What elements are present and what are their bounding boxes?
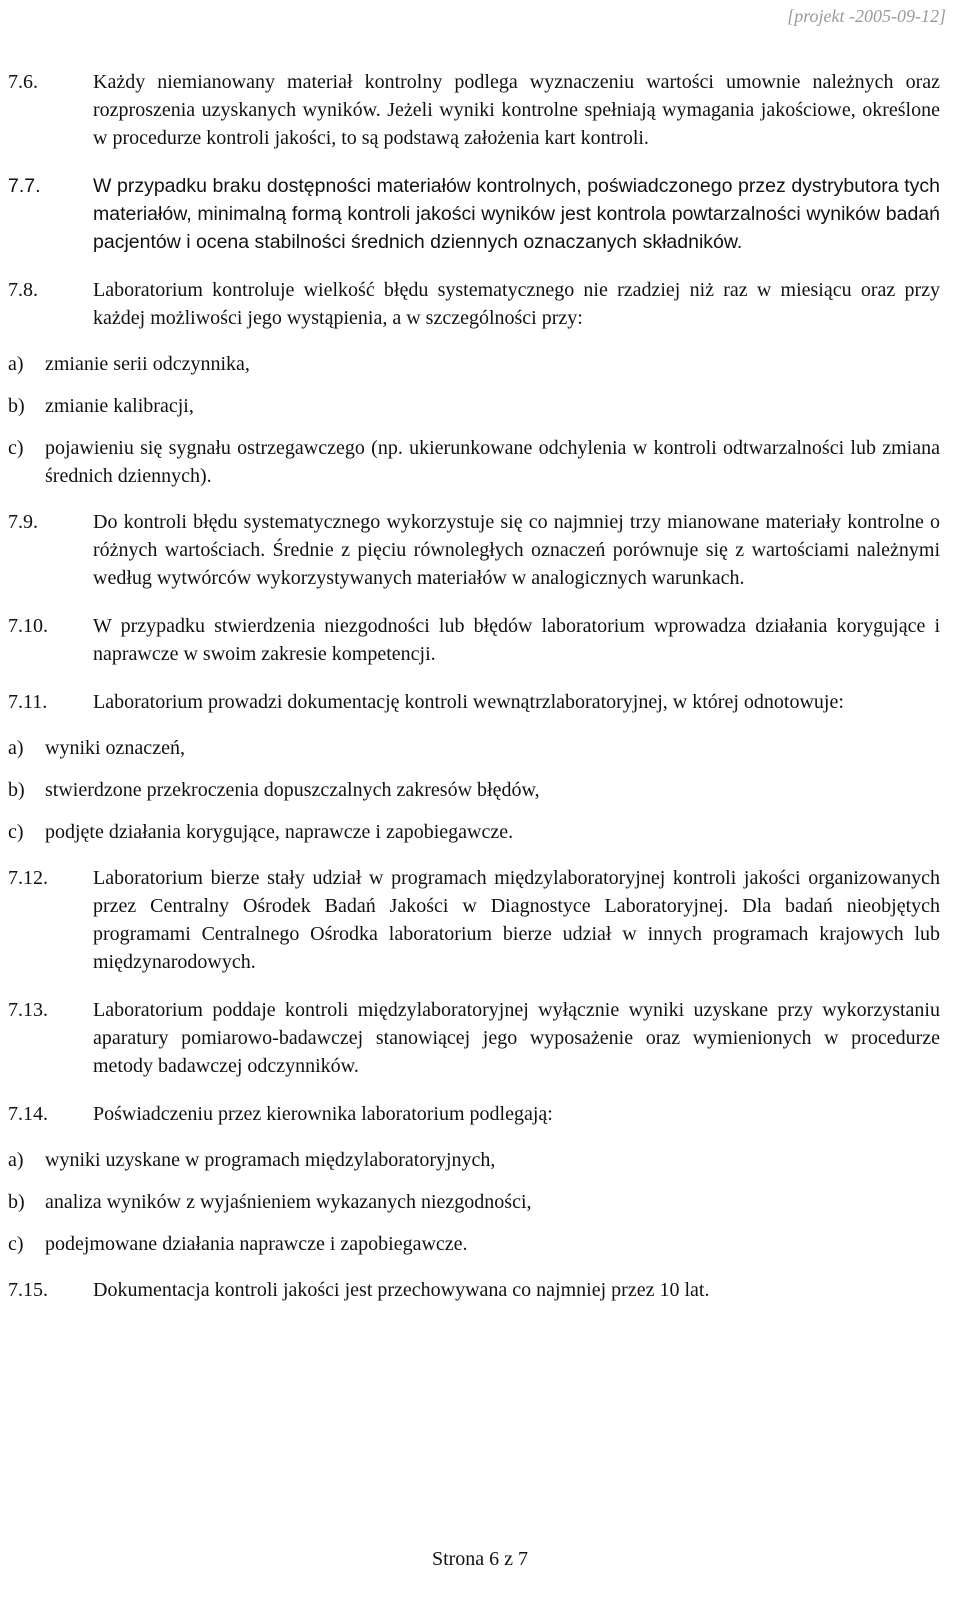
sublist-7-14 bbox=[8, 1146, 940, 1258]
section-text: W przypadku braku dostępności materiałów kontrolnych, poświadczonego przez dystrybutora tych materiałów, minimalną formą kontroli jakości wyników jest kontrola powtarzalności wyników badań pacjentów i ocena stabilności średnich dziennych oznaczanych składników. bbox=[93, 175, 940, 253]
list-text: pojawieniu się sygnału ostrzegawczego (np. ukierunkowane odchylenia w kontroli odtwarzalności lub zmiana średnich dziennych). bbox=[45, 437, 940, 487]
section-number: 7.15. bbox=[8, 1279, 48, 1301]
section-7-15 bbox=[8, 1276, 940, 1304]
list-item bbox=[8, 434, 940, 490]
section-text: Poświadczeniu przez kierownika laboratorium podlegają: bbox=[93, 1103, 553, 1125]
section-7-13 bbox=[8, 996, 940, 1080]
list-item bbox=[8, 1146, 940, 1174]
list-item bbox=[8, 734, 940, 762]
section-number: 7.12. bbox=[8, 867, 48, 889]
list-item bbox=[8, 776, 940, 804]
section-7-14 bbox=[8, 1100, 940, 1128]
list-letter: a) bbox=[8, 353, 24, 375]
section-text: Laboratorium poddaje kontroli międzylaboratoryjnej wyłącznie wyniki uzyskane przy wykorzystaniu aparatury pomiarowo-badawczej stanowiącej jego wyposażenie oraz wymienionych w procedurze metody badawczej odczynników. bbox=[93, 999, 940, 1077]
list-text: podjęte działania korygujące, naprawcze i zapobiegawcze. bbox=[45, 821, 514, 843]
list-letter: a) bbox=[8, 1149, 24, 1171]
section-text: Do kontroli błędu systematycznego wykorzystuje się co najmniej trzy mianowane materiały kontrolne o różnych wartościach. Średnie z pięciu równoległych oznaczeń porównuje się z wartościami należnymi według wytwórców wykorzystywanych materiałów w analogicznych warunkach. bbox=[93, 511, 940, 589]
list-item bbox=[8, 1188, 940, 1216]
list-letter: b) bbox=[8, 779, 25, 801]
section-7-11 bbox=[8, 688, 940, 716]
list-text: analiza wyników z wyjaśnieniem wykazanych niezgodności, bbox=[45, 1191, 532, 1213]
list-item bbox=[8, 392, 940, 420]
list-text: stwierdzone przekroczenia dopuszczalnych zakresów błędów, bbox=[45, 779, 540, 801]
list-item bbox=[8, 818, 940, 846]
sublist-7-8 bbox=[8, 350, 940, 490]
section-7-9 bbox=[8, 508, 940, 592]
section-7-8 bbox=[8, 276, 940, 332]
section-text: Laboratorium prowadzi dokumentację kontroli wewnątrzlaboratoryjnej, w której odnotowuje: bbox=[93, 691, 844, 713]
section-text: Laboratorium bierze stały udział w programach międzylaboratoryjnej kontroli jakości organizowanych przez Centralny Ośrodek Badań Jakości w Diagnostyce Laboratoryjnej. Dla badań nieobjętych programami Centralnego Ośrodka laboratorium bierze udział w innych programach krajowych lub międzynarodowych. bbox=[93, 867, 940, 973]
list-letter: b) bbox=[8, 395, 25, 417]
section-text: W przypadku stwierdzenia niezgodności lub błędów laboratorium wprowadza działania korygujące i naprawcze w swoim zakresie kompetencji. bbox=[93, 615, 940, 665]
list-item bbox=[8, 1230, 940, 1258]
section-number: 7.9. bbox=[8, 511, 38, 533]
section-text: Każdy niemianowany materiał kontrolny podlega wyznaczeniu wartości umownie należnych oraz rozproszenia uzyskanych wyników. Jeżeli wyniki kontrolne spełniają wymagania jakościowe, określone w procedurze kontroli jakości, to są podstawą założenia kart kontroli. bbox=[93, 71, 940, 149]
list-text: wyniki uzyskane w programach międzylaboratoryjnych, bbox=[45, 1149, 496, 1171]
section-number: 7.7. bbox=[8, 175, 41, 197]
list-text: zmianie serii odczynnika, bbox=[45, 353, 250, 375]
section-7-12 bbox=[8, 864, 940, 976]
list-item bbox=[8, 350, 940, 378]
list-text: podejmowane działania naprawcze i zapobiegawcze. bbox=[45, 1233, 468, 1255]
section-text: Laboratorium kontroluje wielkość błędu systematycznego nie rzadziej niż raz w miesiącu oraz przy każdej możliwości jego wystąpienia, a w szczególności przy: bbox=[93, 279, 940, 329]
list-letter: b) bbox=[8, 1191, 25, 1213]
section-number: 7.10. bbox=[8, 615, 48, 637]
section-7-6 bbox=[8, 68, 940, 152]
section-number: 7.8. bbox=[8, 279, 38, 301]
list-letter: c) bbox=[8, 821, 24, 843]
section-number: 7.11. bbox=[8, 691, 48, 713]
list-text: zmianie kalibracji, bbox=[45, 395, 194, 417]
draft-stamp: [projekt -2005-09-12] bbox=[787, 6, 946, 26]
list-letter: a) bbox=[8, 737, 24, 759]
document-body bbox=[8, 68, 940, 1324]
list-letter: c) bbox=[8, 1233, 24, 1255]
section-7-7 bbox=[8, 172, 940, 256]
sublist-7-11 bbox=[8, 734, 940, 846]
list-text: wyniki oznaczeń, bbox=[45, 737, 185, 759]
section-number: 7.6. bbox=[8, 71, 38, 93]
section-number: 7.13. bbox=[8, 999, 48, 1021]
section-text: Dokumentacja kontroli jakości jest przechowywana co najmniej przez 10 lat. bbox=[93, 1279, 710, 1301]
page-number: Strona 6 z 7 bbox=[431, 1548, 529, 1570]
list-letter: c) bbox=[8, 437, 24, 459]
section-number: 7.14. bbox=[8, 1103, 48, 1125]
section-7-10 bbox=[8, 612, 940, 668]
